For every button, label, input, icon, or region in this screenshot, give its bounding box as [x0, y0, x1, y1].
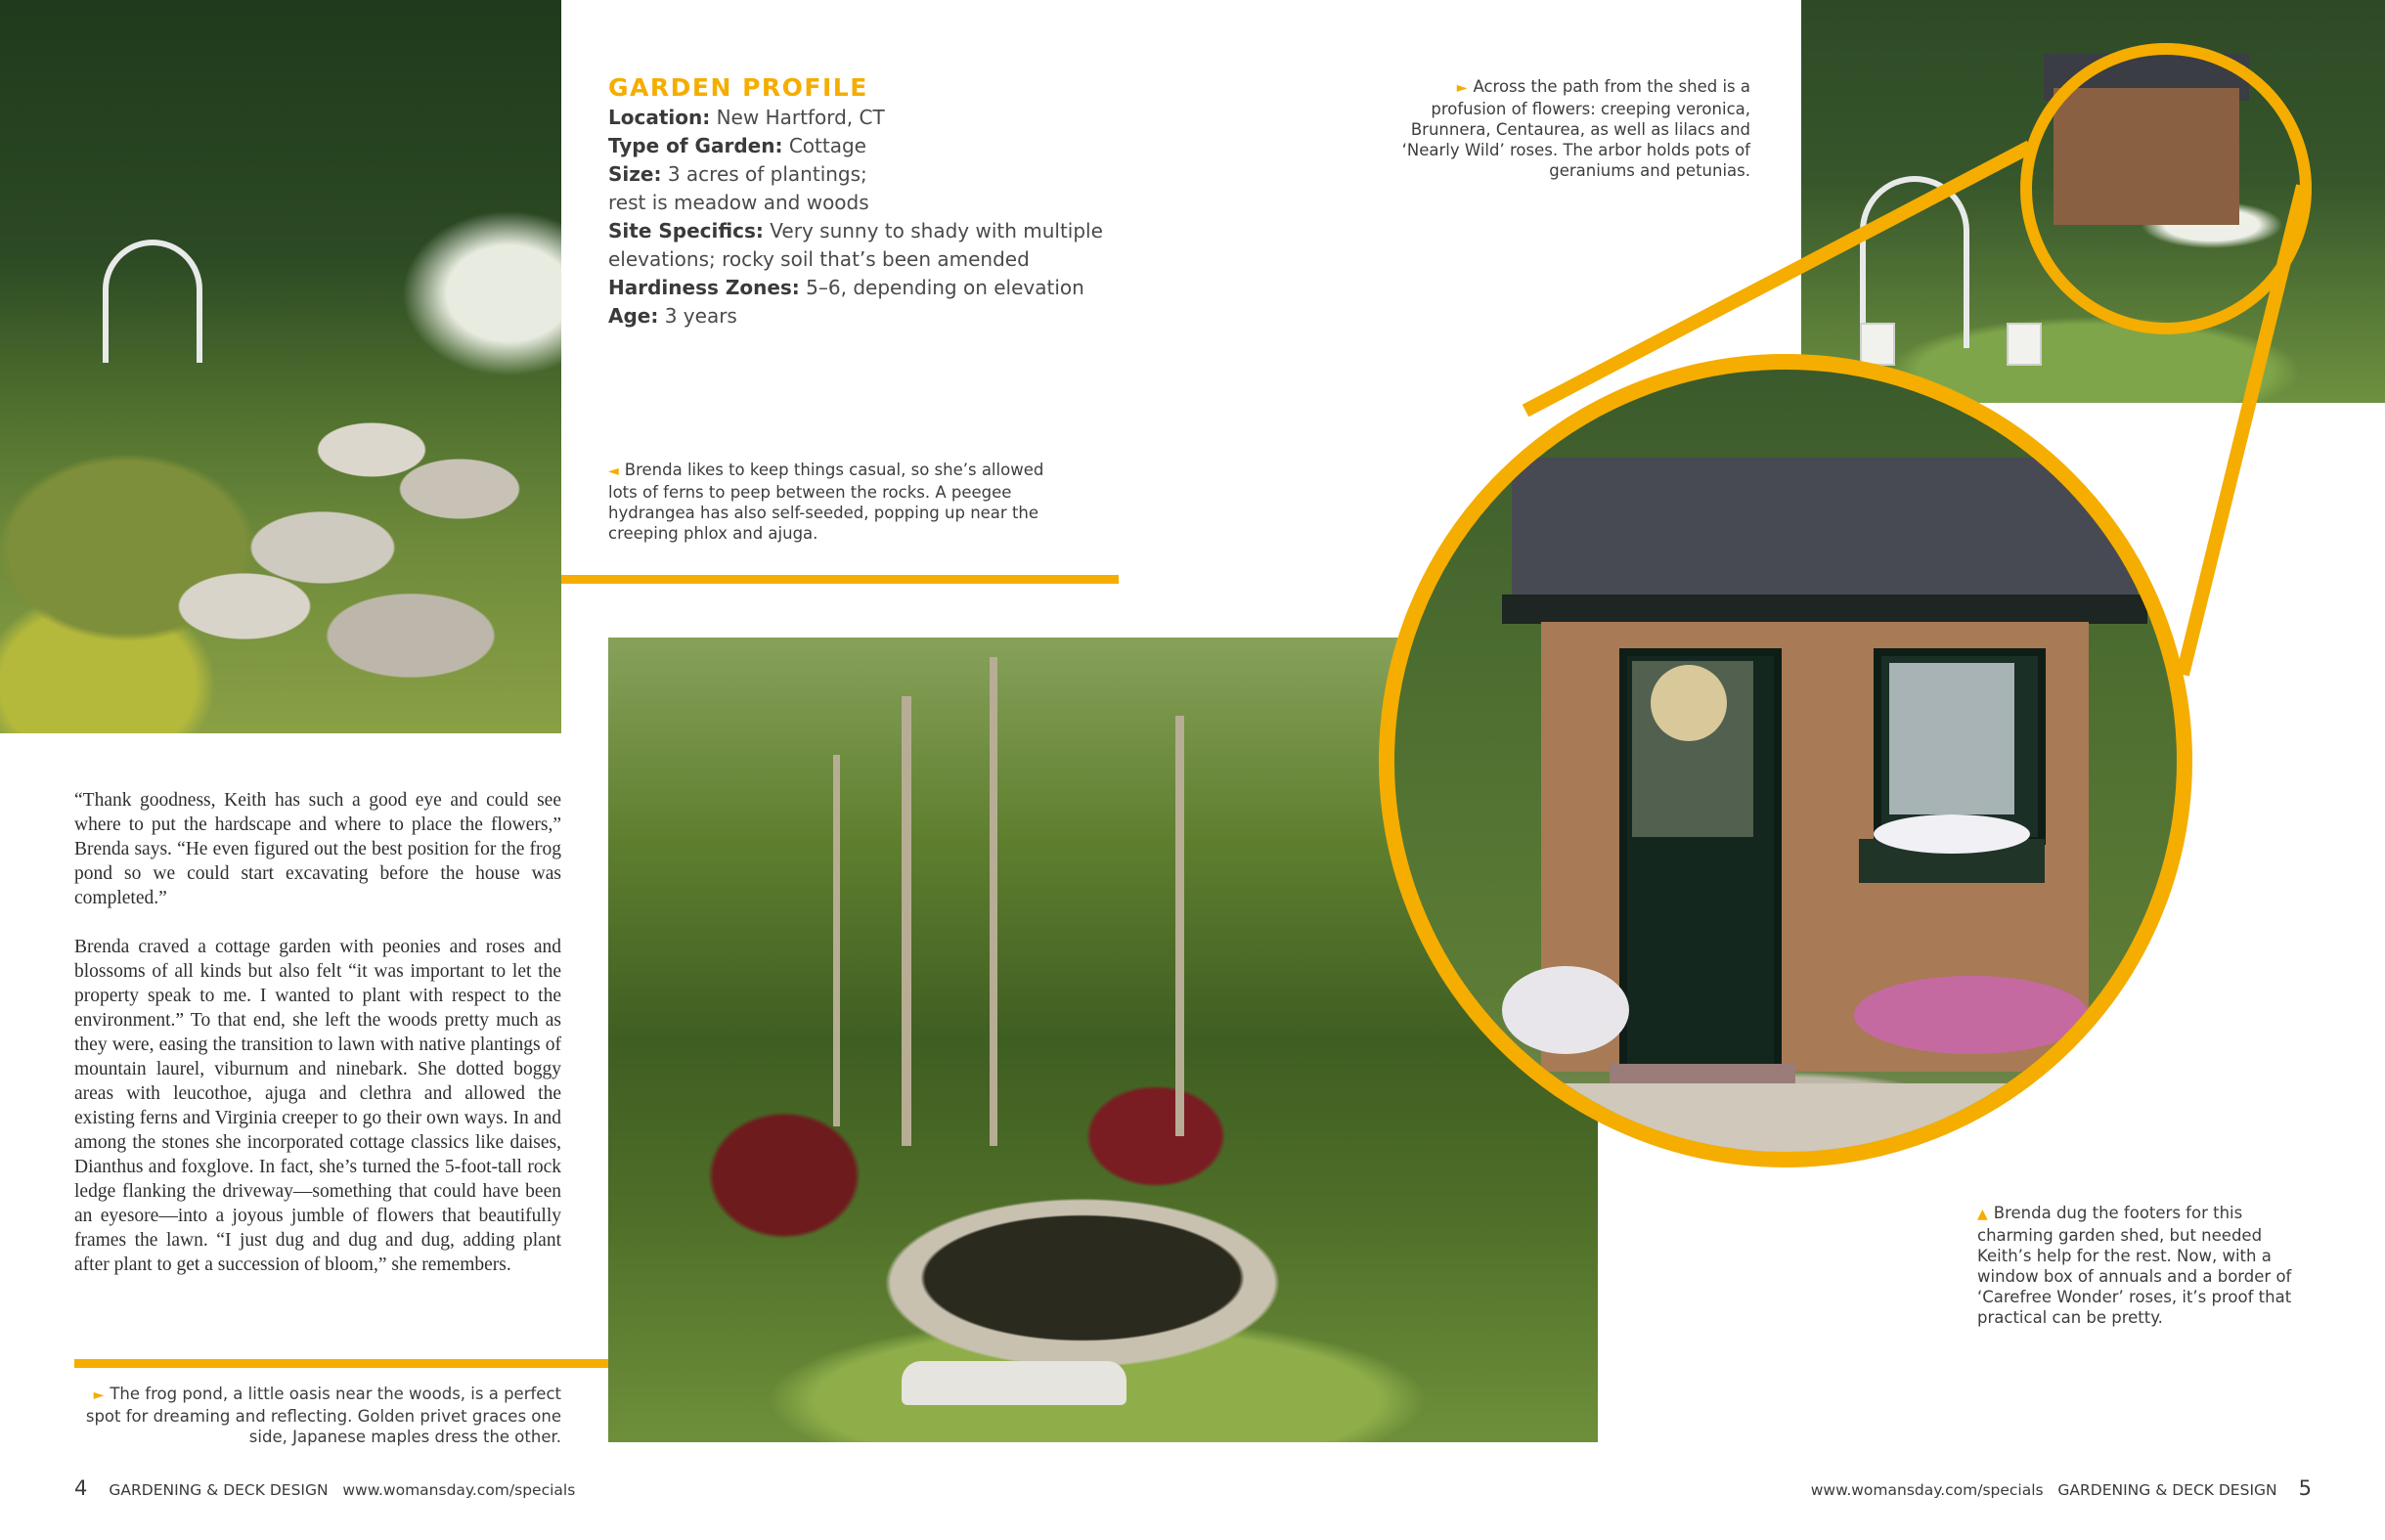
white-petunias: [1874, 814, 2030, 854]
profile-row-site-cont: elevations; rocky soil that’s been amended: [608, 247, 1030, 271]
footer-right: [1811, 1476, 2312, 1500]
profile-row-size-cont: rest is meadow and woods: [608, 191, 869, 214]
divider-rule: [561, 575, 1119, 584]
footer-left: [74, 1476, 575, 1500]
arrow-right-icon: ►: [1456, 80, 1468, 96]
flower-pot: [1502, 966, 1629, 1054]
caption-rock-garden: ◄ Brenda likes to keep things casual, so she’s allowed lots of ferns to peep between the rocks. A peegee hydrangea has also self-seeded, popping up near the creeping phlox and ajuga.: [608, 461, 1044, 543]
caption-frog-pond: ► The frog pond, a little oasis near the woods, is a perfect spot for dreaming and reflecting. Golden privet graces one side, Japanese maples dress the other.: [85, 1385, 561, 1446]
article-body: [74, 788, 561, 1301]
profile-row-location: Location: New Hartford, CT: [608, 106, 885, 129]
garden-profile: [608, 72, 1156, 330]
shed-roof-trim: [1502, 594, 2147, 624]
section-name: GARDENING & DECK DESIGN: [109, 1481, 329, 1499]
profile-row-site: Site Specifics: Very sunny to shady with multiple: [608, 219, 1103, 242]
page-number: 4: [74, 1476, 88, 1500]
profile-row-zones: Hardiness Zones: 5–6, depending on elevation: [608, 276, 1084, 299]
garden-profile-title: GARDEN PROFILE: [608, 73, 868, 102]
shed-roof: [1512, 458, 2138, 604]
shed-closeup-photo: [1379, 354, 2192, 1167]
arrow-left-icon: ◄: [608, 463, 619, 479]
stone-border: [1482, 1083, 2118, 1152]
footer-url: www.womansday.com/specials: [1810, 1481, 2044, 1499]
arrow-right-icon: ►: [93, 1387, 105, 1403]
shed-window-glass: [1889, 663, 2014, 814]
rose-border: [1854, 976, 2089, 1054]
caption-shed: ▲ Brenda dug the footers for this charming garden shed, but needed Keith’s help for the rest. Now, with a window box of annuals and a border of ‘Carefree Wonder’ roses, it’s proof that practical can be pretty.: [1977, 1204, 2292, 1327]
divider-rule: [74, 1359, 608, 1368]
profile-row-size: Size: 3 acres of plantings;: [608, 162, 867, 186]
section-name: GARDENING & DECK DESIGN: [2057, 1481, 2277, 1499]
straw-hat-wreath: [1651, 665, 1727, 741]
arrow-up-icon: ▲: [1977, 1207, 1988, 1222]
page-number: 5: [2298, 1476, 2312, 1500]
caption-shed-overview: ► Across the path from the shed is a profusion of flowers: creeping veronica, Brunnera, Centaurea, as well as lilacs and ‘Nearly Wild’ roses. The arbor holds pots of geraniums and petunias.: [1401, 77, 1750, 180]
body-paragraph: Brenda craved a cottage garden with peonies and roses and blossoms of all kinds but also felt “it was important to let the property speak to me. I wanted to plant with respect to the environment.” To that end, she left the woods pretty much as they were, easing the transition to lawn with native plantings of mountain laurel, viburnum and ninebark. She dotted boggy areas with leucothoe, ajuga and clethra and allowed the existing ferns and Virginia creeper to go their own ways. In and among the stones she incorporated cottage classics like daises, Dianthus and foxglove. In fact, she’s turned the 5-foot-tall rock ledge flanking the driveway—something that could have been an eyesore—into a joyous jumble of flowers that beautifully frames the lawn. “I just dug and dug and dug, adding plant after plant to get a succession of bloom,” she remembers.: [74, 937, 561, 1275]
profile-row-age: Age: 3 years: [608, 304, 737, 328]
profile-row-type: Type of Garden: Cottage: [608, 134, 866, 157]
footer-url: www.womansday.com/specials: [342, 1481, 576, 1499]
zoom-source-circle: [2020, 43, 2312, 334]
body-paragraph: “Thank goodness, Keith has such a good eye and could see where to put the hardscape and where to place the flowers,” Brenda says. “He even figured out the best position for the frog pond so we could start excavating before the house was completed.”: [74, 790, 561, 908]
